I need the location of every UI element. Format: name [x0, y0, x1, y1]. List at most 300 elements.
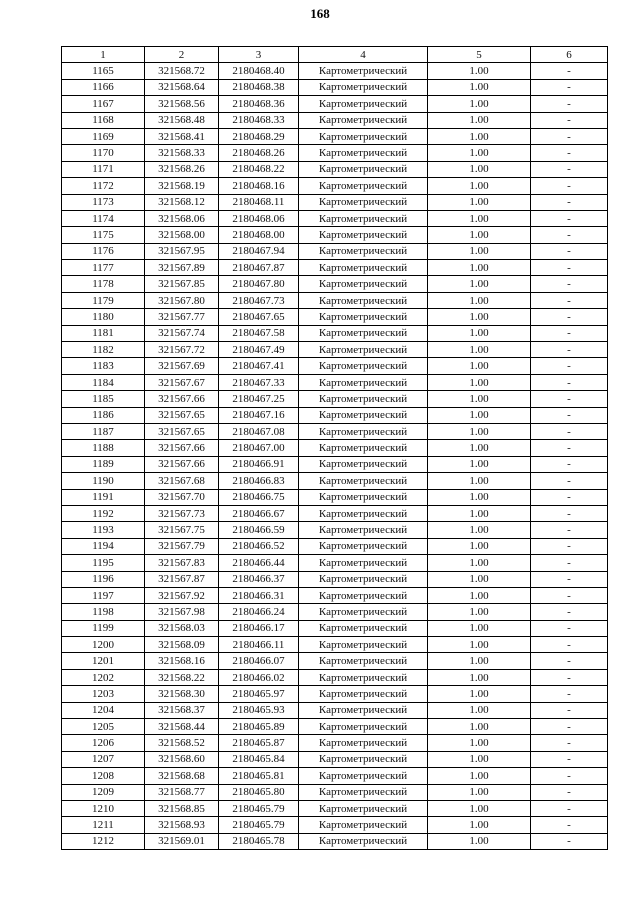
note-cell: -	[531, 505, 608, 521]
column-header: 1	[62, 47, 145, 63]
column-header: 3	[219, 47, 299, 63]
point-number-cell: 1171	[62, 161, 145, 177]
accuracy-cell: 1.00	[428, 96, 531, 112]
note-cell: -	[531, 719, 608, 735]
table-row	[62, 423, 608, 439]
y-coordinate-cell: 2180467.80	[219, 276, 299, 292]
y-coordinate-cell: 2180466.37	[219, 571, 299, 587]
point-number-cell: 1168	[62, 112, 145, 128]
point-number-cell: 1169	[62, 128, 145, 144]
y-coordinate-cell: 2180466.24	[219, 604, 299, 620]
method-cell: Картометрический	[299, 358, 428, 374]
point-number-cell: 1209	[62, 784, 145, 800]
point-number-cell: 1167	[62, 96, 145, 112]
accuracy-cell: 1.00	[428, 538, 531, 554]
x-coordinate-cell: 321567.70	[145, 489, 219, 505]
note-cell: -	[531, 276, 608, 292]
note-cell: -	[531, 604, 608, 620]
note-cell: -	[531, 260, 608, 276]
x-coordinate-cell: 321568.26	[145, 161, 219, 177]
point-number-cell: 1205	[62, 719, 145, 735]
method-cell: Картометрический	[299, 194, 428, 210]
x-coordinate-cell: 321569.01	[145, 833, 219, 849]
table-row	[62, 374, 608, 390]
table-row	[62, 440, 608, 456]
point-number-cell: 1165	[62, 63, 145, 79]
y-coordinate-cell: 2180465.97	[219, 686, 299, 702]
point-number-cell: 1174	[62, 210, 145, 226]
table-row	[62, 292, 608, 308]
method-cell: Картометрический	[299, 637, 428, 653]
note-cell: -	[531, 768, 608, 784]
x-coordinate-cell: 321567.80	[145, 292, 219, 308]
table-row	[62, 538, 608, 554]
x-coordinate-cell: 321568.52	[145, 735, 219, 751]
table-row	[62, 391, 608, 407]
note-cell: -	[531, 538, 608, 554]
table-row	[62, 161, 608, 177]
method-cell: Картометрический	[299, 96, 428, 112]
method-cell: Картометрический	[299, 63, 428, 79]
table-row	[62, 702, 608, 718]
x-coordinate-cell: 321568.93	[145, 817, 219, 833]
header-row	[62, 47, 608, 63]
note-cell: -	[531, 243, 608, 259]
x-coordinate-cell: 321567.72	[145, 342, 219, 358]
table-row	[62, 620, 608, 636]
table-row	[62, 768, 608, 784]
method-cell: Картометрический	[299, 391, 428, 407]
y-coordinate-cell: 2180468.06	[219, 210, 299, 226]
table-row	[62, 210, 608, 226]
note-cell: -	[531, 817, 608, 833]
x-coordinate-cell: 321568.41	[145, 128, 219, 144]
x-coordinate-cell: 321568.85	[145, 800, 219, 816]
table-row	[62, 653, 608, 669]
method-cell: Картометрический	[299, 505, 428, 521]
accuracy-cell: 1.00	[428, 145, 531, 161]
y-coordinate-cell: 2180466.91	[219, 456, 299, 472]
accuracy-cell: 1.00	[428, 309, 531, 325]
method-cell: Картометрический	[299, 161, 428, 177]
x-coordinate-cell: 321567.69	[145, 358, 219, 374]
x-coordinate-cell: 321567.73	[145, 505, 219, 521]
x-coordinate-cell: 321568.77	[145, 784, 219, 800]
method-cell: Картометрический	[299, 276, 428, 292]
table-row	[62, 817, 608, 833]
point-number-cell: 1194	[62, 538, 145, 554]
note-cell: -	[531, 358, 608, 374]
accuracy-cell: 1.00	[428, 260, 531, 276]
note-cell: -	[531, 391, 608, 407]
method-cell: Картометрический	[299, 325, 428, 341]
y-coordinate-cell: 2180465.80	[219, 784, 299, 800]
page-number: 168	[310, 6, 330, 21]
x-coordinate-cell: 321568.03	[145, 620, 219, 636]
y-coordinate-cell: 2180466.31	[219, 587, 299, 603]
method-cell: Картометрический	[299, 735, 428, 751]
method-cell: Картометрический	[299, 800, 428, 816]
y-coordinate-cell: 2180466.59	[219, 522, 299, 538]
accuracy-cell: 1.00	[428, 637, 531, 653]
y-coordinate-cell: 2180467.16	[219, 407, 299, 423]
note-cell: -	[531, 522, 608, 538]
x-coordinate-cell: 321568.06	[145, 210, 219, 226]
point-number-cell: 1170	[62, 145, 145, 161]
x-coordinate-cell: 321568.16	[145, 653, 219, 669]
y-coordinate-cell: 2180465.93	[219, 702, 299, 718]
table-row	[62, 833, 608, 849]
method-cell: Картометрический	[299, 309, 428, 325]
note-cell: -	[531, 555, 608, 571]
table-body	[62, 63, 608, 850]
note-cell: -	[531, 63, 608, 79]
note-cell: -	[531, 637, 608, 653]
accuracy-cell: 1.00	[428, 440, 531, 456]
table-row	[62, 325, 608, 341]
point-number-cell: 1183	[62, 358, 145, 374]
note-cell: -	[531, 456, 608, 472]
table-row	[62, 456, 608, 472]
accuracy-cell: 1.00	[428, 800, 531, 816]
method-cell: Картометрический	[299, 227, 428, 243]
accuracy-cell: 1.00	[428, 276, 531, 292]
table-row	[62, 79, 608, 95]
note-cell: -	[531, 227, 608, 243]
x-coordinate-cell: 321567.66	[145, 391, 219, 407]
accuracy-cell: 1.00	[428, 243, 531, 259]
method-cell: Картометрический	[299, 702, 428, 718]
x-coordinate-cell: 321567.95	[145, 243, 219, 259]
method-cell: Картометрический	[299, 604, 428, 620]
x-coordinate-cell: 321567.89	[145, 260, 219, 276]
point-number-cell: 1196	[62, 571, 145, 587]
method-cell: Картометрический	[299, 653, 428, 669]
y-coordinate-cell: 2180468.33	[219, 112, 299, 128]
column-header: 4	[299, 47, 428, 63]
y-coordinate-cell: 2180468.38	[219, 79, 299, 95]
point-number-cell: 1195	[62, 555, 145, 571]
table-row	[62, 784, 608, 800]
accuracy-cell: 1.00	[428, 702, 531, 718]
accuracy-cell: 1.00	[428, 817, 531, 833]
method-cell: Картометрический	[299, 817, 428, 833]
note-cell: -	[531, 79, 608, 95]
table-row	[62, 489, 608, 505]
note-cell: -	[531, 178, 608, 194]
table-row	[62, 145, 608, 161]
accuracy-cell: 1.00	[428, 423, 531, 439]
accuracy-cell: 1.00	[428, 194, 531, 210]
point-number-cell: 1181	[62, 325, 145, 341]
point-number-cell: 1197	[62, 587, 145, 603]
point-number-cell: 1188	[62, 440, 145, 456]
accuracy-cell: 1.00	[428, 374, 531, 390]
y-coordinate-cell: 2180467.08	[219, 423, 299, 439]
point-number-cell: 1204	[62, 702, 145, 718]
note-cell: -	[531, 292, 608, 308]
note-cell: -	[531, 325, 608, 341]
point-number-cell: 1191	[62, 489, 145, 505]
y-coordinate-cell: 2180467.49	[219, 342, 299, 358]
method-cell: Картометрический	[299, 292, 428, 308]
method-cell: Картометрический	[299, 768, 428, 784]
x-coordinate-cell: 321567.66	[145, 440, 219, 456]
accuracy-cell: 1.00	[428, 571, 531, 587]
y-coordinate-cell: 2180465.78	[219, 833, 299, 849]
accuracy-cell: 1.00	[428, 456, 531, 472]
point-number-cell: 1210	[62, 800, 145, 816]
accuracy-cell: 1.00	[428, 227, 531, 243]
method-cell: Картометрический	[299, 210, 428, 226]
note-cell: -	[531, 374, 608, 390]
table-row	[62, 473, 608, 489]
x-coordinate-cell: 321568.33	[145, 145, 219, 161]
x-coordinate-cell: 321568.12	[145, 194, 219, 210]
y-coordinate-cell: 2180466.44	[219, 555, 299, 571]
y-coordinate-cell: 2180466.07	[219, 653, 299, 669]
accuracy-cell: 1.00	[428, 653, 531, 669]
table-row	[62, 407, 608, 423]
x-coordinate-cell: 321567.85	[145, 276, 219, 292]
y-coordinate-cell: 2180468.16	[219, 178, 299, 194]
point-number-cell: 1177	[62, 260, 145, 276]
accuracy-cell: 1.00	[428, 407, 531, 423]
method-cell: Картометрический	[299, 555, 428, 571]
x-coordinate-cell: 321568.22	[145, 669, 219, 685]
table-row	[62, 358, 608, 374]
accuracy-cell: 1.00	[428, 784, 531, 800]
y-coordinate-cell: 2180467.94	[219, 243, 299, 259]
point-number-cell: 1202	[62, 669, 145, 685]
x-coordinate-cell: 321568.00	[145, 227, 219, 243]
note-cell: -	[531, 735, 608, 751]
coordinates-table	[61, 46, 608, 850]
note-cell: -	[531, 210, 608, 226]
point-number-cell: 1192	[62, 505, 145, 521]
point-number-cell: 1212	[62, 833, 145, 849]
table-row	[62, 227, 608, 243]
method-cell: Картометрический	[299, 751, 428, 767]
table-row	[62, 571, 608, 587]
table-row	[62, 260, 608, 276]
x-coordinate-cell: 321567.77	[145, 309, 219, 325]
point-number-cell: 1185	[62, 391, 145, 407]
y-coordinate-cell: 2180468.11	[219, 194, 299, 210]
method-cell: Картометрический	[299, 669, 428, 685]
method-cell: Картометрический	[299, 243, 428, 259]
x-coordinate-cell: 321567.75	[145, 522, 219, 538]
method-cell: Картометрический	[299, 128, 428, 144]
method-cell: Картометрический	[299, 833, 428, 849]
method-cell: Картометрический	[299, 489, 428, 505]
point-number-cell: 1201	[62, 653, 145, 669]
table-row	[62, 719, 608, 735]
table-row	[62, 63, 608, 79]
method-cell: Картометрический	[299, 374, 428, 390]
accuracy-cell: 1.00	[428, 751, 531, 767]
y-coordinate-cell: 2180467.73	[219, 292, 299, 308]
x-coordinate-cell: 321567.68	[145, 473, 219, 489]
table-row	[62, 800, 608, 816]
y-coordinate-cell: 2180468.26	[219, 145, 299, 161]
y-coordinate-cell: 2180466.83	[219, 473, 299, 489]
y-coordinate-cell: 2180468.40	[219, 63, 299, 79]
table-row	[62, 342, 608, 358]
point-number-cell: 1193	[62, 522, 145, 538]
method-cell: Картометрический	[299, 719, 428, 735]
column-header: 2	[145, 47, 219, 63]
point-number-cell: 1176	[62, 243, 145, 259]
x-coordinate-cell: 321568.37	[145, 702, 219, 718]
point-number-cell: 1179	[62, 292, 145, 308]
accuracy-cell: 1.00	[428, 210, 531, 226]
accuracy-cell: 1.00	[428, 522, 531, 538]
table-row	[62, 96, 608, 112]
method-cell: Картометрический	[299, 473, 428, 489]
y-coordinate-cell: 2180468.36	[219, 96, 299, 112]
table-row	[62, 604, 608, 620]
x-coordinate-cell: 321568.48	[145, 112, 219, 128]
note-cell: -	[531, 128, 608, 144]
note-cell: -	[531, 686, 608, 702]
table-row	[62, 505, 608, 521]
note-cell: -	[531, 112, 608, 128]
accuracy-cell: 1.00	[428, 669, 531, 685]
point-number-cell: 1186	[62, 407, 145, 423]
point-number-cell: 1190	[62, 473, 145, 489]
point-number-cell: 1199	[62, 620, 145, 636]
point-number-cell: 1211	[62, 817, 145, 833]
point-number-cell: 1178	[62, 276, 145, 292]
column-header: 6	[531, 47, 608, 63]
method-cell: Картометрический	[299, 620, 428, 636]
y-coordinate-cell: 2180468.22	[219, 161, 299, 177]
accuracy-cell: 1.00	[428, 489, 531, 505]
accuracy-cell: 1.00	[428, 358, 531, 374]
method-cell: Картометрический	[299, 456, 428, 472]
table-row	[62, 587, 608, 603]
y-coordinate-cell: 2180467.65	[219, 309, 299, 325]
y-coordinate-cell: 2180467.25	[219, 391, 299, 407]
point-number-cell: 1203	[62, 686, 145, 702]
note-cell: -	[531, 751, 608, 767]
x-coordinate-cell: 321568.56	[145, 96, 219, 112]
y-coordinate-cell: 2180467.00	[219, 440, 299, 456]
accuracy-cell: 1.00	[428, 178, 531, 194]
x-coordinate-cell: 321568.19	[145, 178, 219, 194]
method-cell: Картометрический	[299, 440, 428, 456]
y-coordinate-cell: 2180465.81	[219, 768, 299, 784]
accuracy-cell: 1.00	[428, 292, 531, 308]
method-cell: Картометрический	[299, 407, 428, 423]
table-row	[62, 751, 608, 767]
y-coordinate-cell: 2180467.58	[219, 325, 299, 341]
note-cell: -	[531, 702, 608, 718]
table-row	[62, 128, 608, 144]
table-row	[62, 735, 608, 751]
accuracy-cell: 1.00	[428, 833, 531, 849]
y-coordinate-cell: 2180466.02	[219, 669, 299, 685]
note-cell: -	[531, 669, 608, 685]
method-cell: Картометрический	[299, 522, 428, 538]
y-coordinate-cell: 2180467.41	[219, 358, 299, 374]
x-coordinate-cell: 321567.98	[145, 604, 219, 620]
method-cell: Картометрический	[299, 178, 428, 194]
point-number-cell: 1180	[62, 309, 145, 325]
note-cell: -	[531, 440, 608, 456]
y-coordinate-cell: 2180466.11	[219, 637, 299, 653]
accuracy-cell: 1.00	[428, 63, 531, 79]
x-coordinate-cell: 321567.74	[145, 325, 219, 341]
point-number-cell: 1200	[62, 637, 145, 653]
accuracy-cell: 1.00	[428, 505, 531, 521]
method-cell: Картометрический	[299, 112, 428, 128]
method-cell: Картометрический	[299, 145, 428, 161]
x-coordinate-cell: 321567.87	[145, 571, 219, 587]
accuracy-cell: 1.00	[428, 391, 531, 407]
note-cell: -	[531, 653, 608, 669]
note-cell: -	[531, 407, 608, 423]
note-cell: -	[531, 309, 608, 325]
point-number-cell: 1207	[62, 751, 145, 767]
note-cell: -	[531, 800, 608, 816]
x-coordinate-cell: 321567.65	[145, 423, 219, 439]
method-cell: Картометрический	[299, 686, 428, 702]
note-cell: -	[531, 194, 608, 210]
note-cell: -	[531, 145, 608, 161]
method-cell: Картометрический	[299, 538, 428, 554]
method-cell: Картометрический	[299, 784, 428, 800]
y-coordinate-cell: 2180467.33	[219, 374, 299, 390]
note-cell: -	[531, 342, 608, 358]
x-coordinate-cell: 321567.67	[145, 374, 219, 390]
y-coordinate-cell: 2180465.89	[219, 719, 299, 735]
x-coordinate-cell: 321568.60	[145, 751, 219, 767]
table-row	[62, 309, 608, 325]
accuracy-cell: 1.00	[428, 686, 531, 702]
y-coordinate-cell: 2180468.00	[219, 227, 299, 243]
table-row	[62, 243, 608, 259]
point-number-cell: 1173	[62, 194, 145, 210]
accuracy-cell: 1.00	[428, 620, 531, 636]
y-coordinate-cell: 2180466.75	[219, 489, 299, 505]
point-number-cell: 1166	[62, 79, 145, 95]
table-header	[62, 47, 608, 63]
accuracy-cell: 1.00	[428, 719, 531, 735]
method-cell: Картометрический	[299, 79, 428, 95]
point-number-cell: 1208	[62, 768, 145, 784]
table-row	[62, 669, 608, 685]
x-coordinate-cell: 321568.68	[145, 768, 219, 784]
accuracy-cell: 1.00	[428, 473, 531, 489]
note-cell: -	[531, 473, 608, 489]
note-cell: -	[531, 489, 608, 505]
note-cell: -	[531, 587, 608, 603]
accuracy-cell: 1.00	[428, 587, 531, 603]
y-coordinate-cell: 2180467.87	[219, 260, 299, 276]
method-cell: Картометрический	[299, 587, 428, 603]
note-cell: -	[531, 96, 608, 112]
x-coordinate-cell: 321567.83	[145, 555, 219, 571]
note-cell: -	[531, 784, 608, 800]
method-cell: Картометрический	[299, 342, 428, 358]
x-coordinate-cell: 321568.44	[145, 719, 219, 735]
x-coordinate-cell: 321568.64	[145, 79, 219, 95]
point-number-cell: 1172	[62, 178, 145, 194]
x-coordinate-cell: 321568.30	[145, 686, 219, 702]
y-coordinate-cell: 2180465.84	[219, 751, 299, 767]
